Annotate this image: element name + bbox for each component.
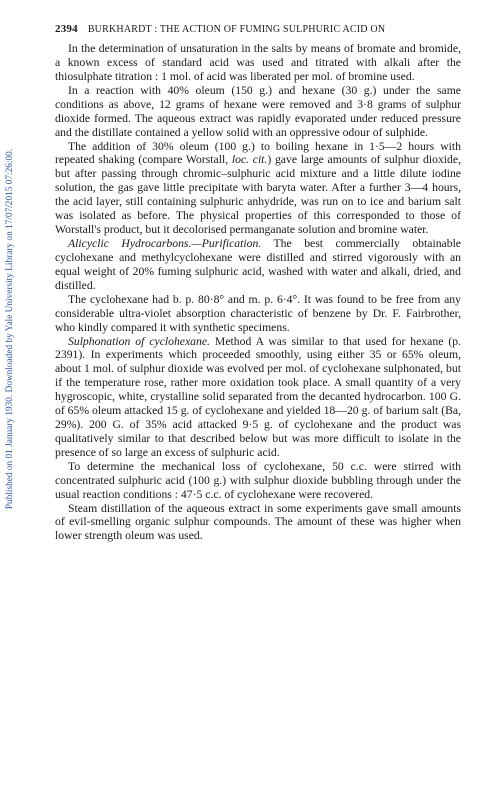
paragraph-steam-distillation [55, 502, 461, 544]
download-watermark [3, 30, 17, 628]
paragraph-text: In a reaction with 40% oleum (150 g.) and hexane (30 g.) under the same conditions as above, 12 grams of hexane were removed and 3·8 grams of sulphur dioxide formed. The aqueous extract was rapidly evaporated under reduced pressure and the distillate contained a yellow solid with an oppressive odour of sulphide. [55, 83, 461, 139]
paragraph-text: The addition of 30% oleum (100 g.) to boiling hexane in 1·5—2 hours with repeated shaking (compare Worstall, [55, 139, 461, 167]
paragraph-text: In the determination of unsaturation in the salts by means of bromate and bromide, a known excess of standard acid was used and titrated with alkali after the thiosulphate titration : 1 mol. of acid was liberated per mol. of bromine used. [55, 42, 461, 83]
citation-italic: loc. cit. [231, 153, 268, 167]
paragraph-cyclohexane-properties [55, 293, 461, 335]
download-watermark-text: Published on 01 January 1930. Downloaded by Yale University Library on 17/07/2015 07:26:00. [5, 148, 15, 510]
section-heading: Alicyclic Hydrocarbons.—Purification. [68, 236, 262, 250]
paragraph-text-tail: ) gave large amounts of sulphur dioxide, but after passing through chromic–sulphuric acid mixture and a little dilute iodine solution, the gas gave little precipitate with baryta water. After a further 3—4 hours, the acid layer, still containing sulphuric anhydride, was run on to ice and barium salt was isolated as before. The physical properties of this corresponded to those of Worstall's product, but it decolorised permanganate solution and bromine water. [55, 153, 462, 236]
paragraph-text: To determine the mechanical loss of cyclohexane, 50 c.c. were stirred with concentrated sulphuric acid (100 g.) with sulphur dioxide bubbling through under the usual reaction conditions : 47·5 c.c. of cyclohexane were recovered. [55, 459, 461, 501]
paragraph-unsaturation [55, 42, 461, 84]
paragraph-sulphonation [55, 335, 461, 460]
article-body [55, 42, 461, 543]
paragraph-thirty-percent-oleum [55, 140, 461, 237]
paragraph-text: The best commercially obtainable cyclohexane and methylcyclohexane were distilled and stirred vigorously with an equal weight of 20% fuming sulphuric acid, washed with water and alkali, dried, and distilled. [55, 236, 461, 292]
running-header [55, 23, 450, 37]
running-title: BURKHARDT : THE ACTION OF FUMING SULPHURIC ACID ON [87, 24, 386, 35]
paragraph-forty-percent-oleum [55, 84, 461, 140]
paragraph-alicyclic-purification [55, 237, 461, 293]
paragraph-text: The cyclohexane had b. p. 80·8° and m. p. 6·4°. It was found to be free from any considerable ultra-violet absorption characteristic of benzene by Dr. F. Fairbrother, who kindly compared it with synthetic specimens. [55, 292, 461, 334]
section-heading: Sulphonation of cyclohexane. [68, 334, 210, 348]
paragraph-mechanical-loss [55, 460, 461, 502]
paragraph-text: Steam distillation of the aqueous extract in some experiments gave small amounts of evil-smelling organic sulphur compounds. The amount of these was higher when lower strength oleum was used. [55, 501, 461, 543]
page-number: 2394 [55, 23, 78, 35]
paragraph-text: Method A was similar to that used for hexane (p. 2391). In experiments which proceeded smoothly, using either 35 or 65% oleum, about 1 mol. of sulphur dioxide was evolved per mol. of cyclohexane sulphonated, but if the temperature rose, rather more oxidation took place. A small quantity of a very hygroscopic, white, crystalline solid separated from the decanted hydrocarbon. 100 G. of 65% oleum attacked 15 g. of cyclohexane and yielded 18—20 g. of barium salt (Ba, 29%). 200 G. of 35% acid attacked 9·5 g. of cyclohexane and the product was qualitatively similar to that described below but was more difficult to isolate in the presence of so large an excess of sulphuric acid. [55, 334, 461, 459]
